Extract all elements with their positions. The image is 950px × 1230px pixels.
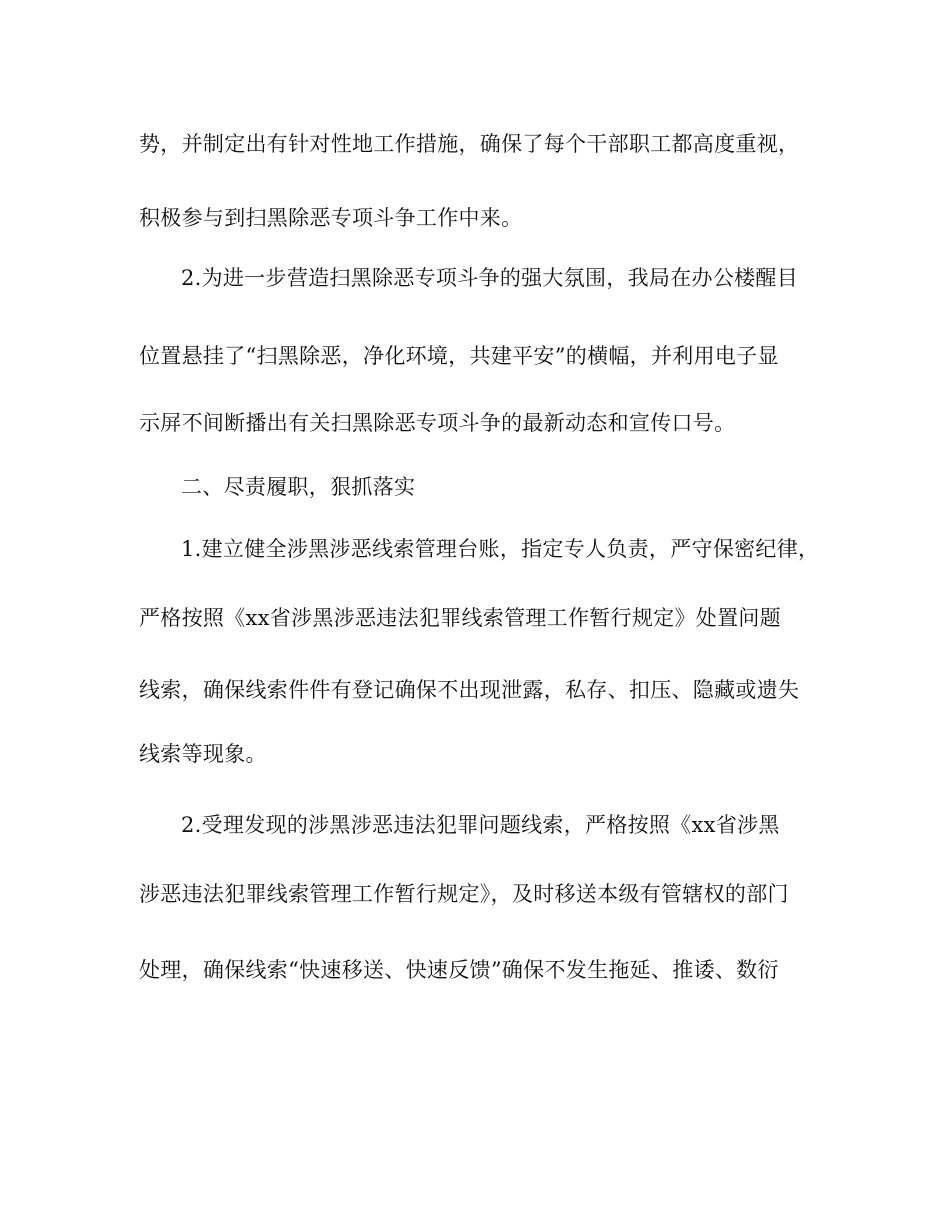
body-text-line: 线索，确保线索件件有登记确保不出现泄露，私存、扣压、隐藏或遗失 [139,678,800,702]
body-text-line: 势，并制定出有针对性地工作措施，确保了每个干部职工都高度重视， [139,132,800,156]
body-text-line: 1.建立健全涉黑涉恶线索管理台账，指定专人负责，严守保密纪律， [181,537,820,561]
body-text-line: 线索等现象。 [139,742,267,766]
body-text-line: 积极参与到扫黑除恶专项斗争工作中来。 [139,206,523,230]
body-text-line: 位置悬挂了“扫黑除恶，净化环境，共建平安”的横幅，并利用电子显 [139,344,779,368]
body-text-line: 涉恶违法犯罪线索管理工作暂行规定》，及时移送本级有管辖权的部门 [139,882,789,906]
body-text-line: 处理，确保线索“快速移送、快速反馈”确保不发生拖延、推诿、数衍 [139,958,779,982]
section-heading: 二、尽责履职，狠抓落实 [181,475,416,499]
body-text-line: 2.为进一步营造扫黑除恶专项斗争的强大氛围，我局在办公楼醒目 [181,266,799,290]
body-text-line: 严格按照《xx省涉黑涉恶违法犯罪线索管理工作暂行规定》处置问题 [139,606,781,630]
body-text-line: 2.受理发现的涉黑涉恶违法犯罪问题线索，严格按照《xx省涉黑 [181,813,780,837]
body-text-line: 示屏不间断播出有关扫黑除恶专项斗争的最新动态和宣传口号。 [139,411,736,435]
